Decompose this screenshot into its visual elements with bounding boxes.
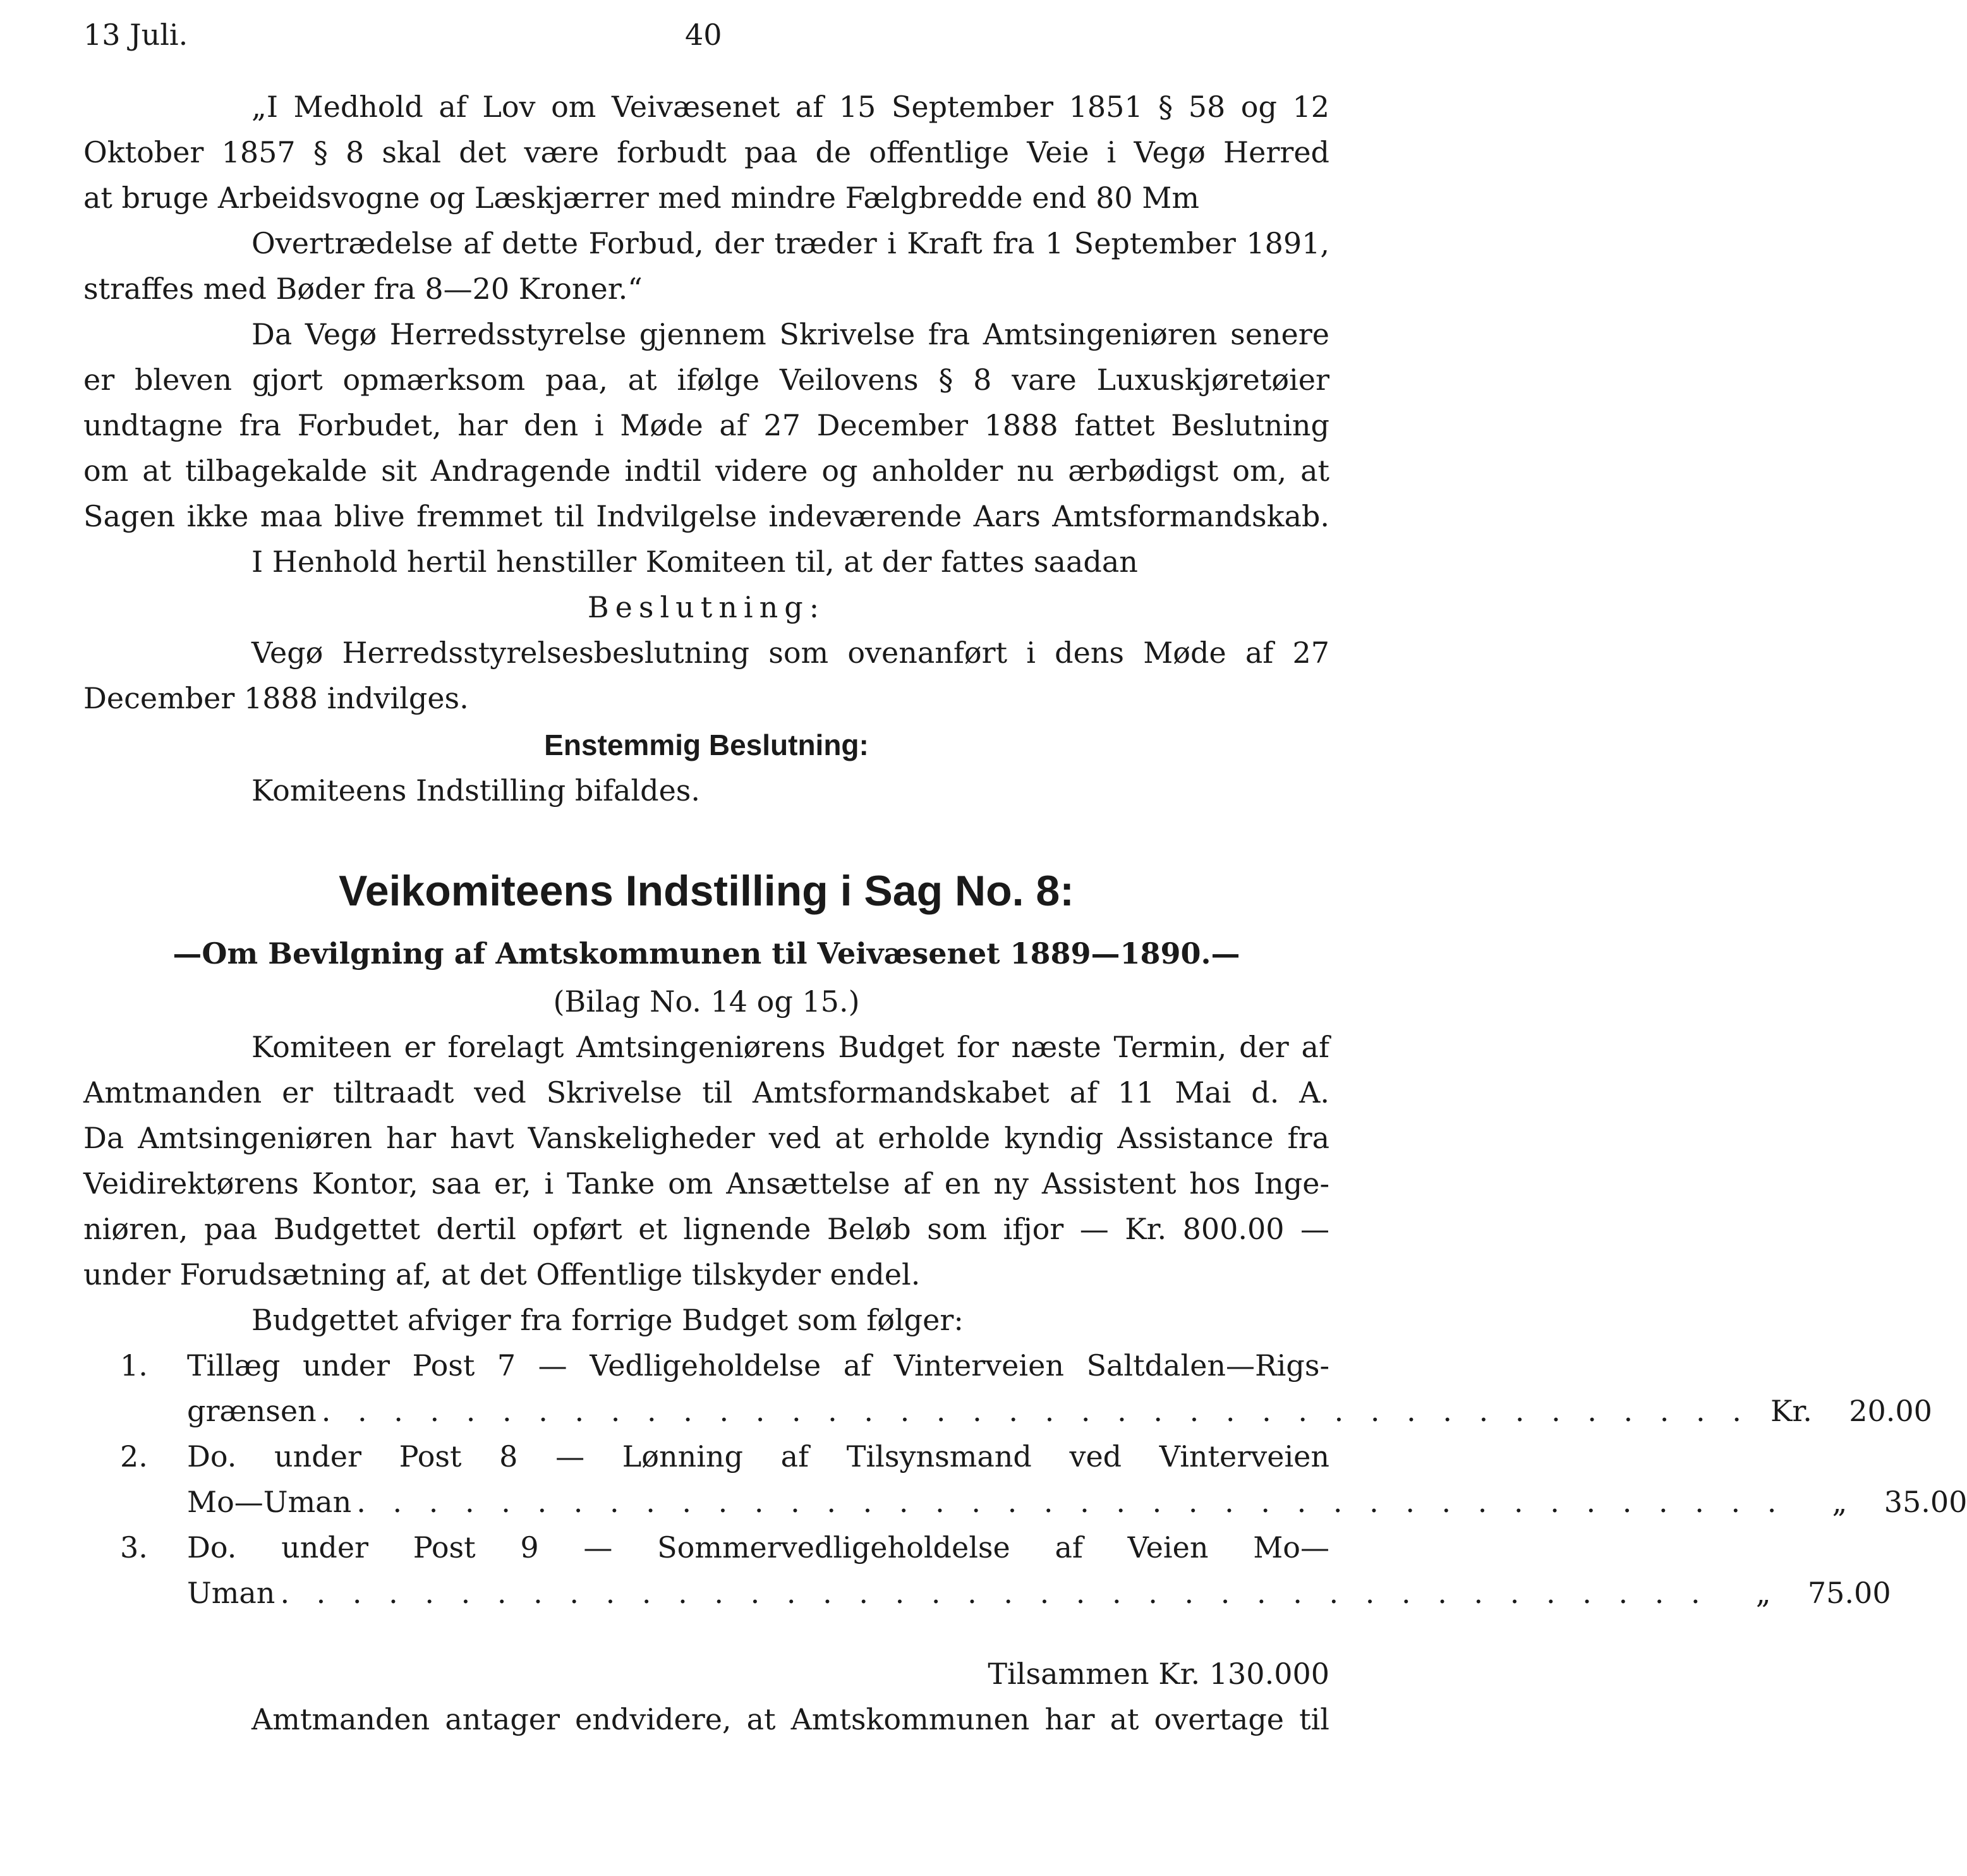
section-subtitle: —Om Bevilgning af Amtskommunen til Veivæsenet 1889—1890.—: [172, 936, 1240, 971]
paragraph-line: Komiteen er forelagt Amtsingeniørens Budget for næste Termin, der af: [251, 1030, 1329, 1064]
paragraph-line: Da Amtsingeniøren har havt Vanskeligheder ved at erholde kyndig Assistance fra: [83, 1121, 1329, 1155]
paragraph-line: niøren, paa Budgettet dertil opført et lignende Beløb som ifjor — Kr. 800.00 —: [83, 1212, 1329, 1246]
item-label: Uman: [187, 1576, 275, 1610]
item-amount: 75.00: [1807, 1576, 1891, 1610]
paragraph-line: Da Vegø Herredsstyrelse gjennem Skrivelse fra Amtsingeniøren senere: [251, 317, 1329, 351]
quote-line: „I Medhold af Lov om Veivæsenet af 15 September 1851 § 58 og 12: [251, 90, 1329, 124]
leader-dots: . . . . . . . . . . . . . . . . . . . . . . . . . . . . . . . . . . . . . . . .: [356, 1485, 1786, 1519]
paragraph-line: er bleven gjort opmærksom paa, at ifølge Veilovens § 8 vare Luxuskjøretøier: [83, 363, 1329, 397]
enstemmig-heading: Enstemmig Beslutning:: [544, 729, 869, 761]
paragraph-line: undtagne fra Forbudet, har den i Møde af 27 December 1888 fattet Beslutning: [83, 408, 1329, 442]
item-line: Do. under Post 8 — Lønning af Tilsynsmand ved Vinterveien: [187, 1439, 1329, 1474]
header-date: 13 Juli.: [83, 18, 188, 52]
item-label: grænsen: [187, 1394, 317, 1428]
bilag-note: (Bilag No. 14 og 15.): [553, 984, 860, 1019]
quote-line: Overtrædelse af dette Forbud, der træder i Kraft fra 1 September 1891,: [251, 226, 1329, 260]
item-line: Do. under Post 9 — Sommervedligeholdelse af Veien Mo—: [187, 1530, 1329, 1564]
paragraph-line: Sagen ikke maa blive fremmet til Indvilgelse indeværende Aars Amtsformandskab.: [83, 499, 1329, 533]
leader-dots: . . . . . . . . . . . . . . . . . . . . . . . . . . . . . . . . . . . . . . . .: [280, 1576, 1709, 1610]
item-currency: „: [1755, 1576, 1771, 1610]
item-number: 1.: [120, 1348, 148, 1383]
bifaldes-line: Komiteens Indstilling bifaldes.: [251, 773, 701, 808]
beslutning-heading: Beslutning:: [587, 590, 826, 624]
page-number: 40: [685, 18, 722, 52]
quote-line: straffes med Bøder fra 8—20 Kroner.“: [83, 272, 643, 306]
paragraph-line: om at tilbagekalde sit Andragende indtil videre og anholder nu ærbødigst om, at: [83, 454, 1329, 488]
paragraph-line: I Henhold hertil henstiller Komiteen til, at der fattes saadan: [251, 545, 1138, 579]
item-number: 2.: [120, 1439, 148, 1474]
quote-line: at bruge Arbeidsvogne og Læskjærrer med mindre Fælgbredde end 80 Mm: [83, 181, 1199, 215]
paragraph-line: Veidirektørens Kontor, saa er, i Tanke om Ansættelse af en ny Assistent hos Inge-: [83, 1166, 1329, 1201]
item-line: Tillæg under Post 7 — Vedligeholdelse af Vinterveien Saltdalen—Rigs-: [187, 1348, 1329, 1383]
item-currency: „: [1832, 1485, 1848, 1519]
item-amount: 35.00: [1884, 1485, 1967, 1519]
item-currency: Kr.: [1770, 1394, 1812, 1428]
item-amount: 20.00: [1849, 1394, 1932, 1428]
section-title: Veikomiteens Indstilling i Sag No. 8:: [339, 867, 1074, 915]
paragraph-line: Budgettet afviger fra forrige Budget som følger:: [251, 1303, 964, 1337]
paragraph-line: Amtmanden antager endvidere, at Amtskommunen har at overtage til: [251, 1702, 1329, 1736]
paragraph-line: under Forudsætning af, at det Offentlige tilskyder endel.: [83, 1257, 921, 1292]
item-amount-row: [187, 1484, 1967, 1520]
resolution-line: December 1888 indvilges.: [83, 681, 469, 715]
paragraph-line: Amtmanden er tiltraadt ved Skrivelse til Amtsformandskabet af 11 Mai d. A.: [83, 1075, 1329, 1110]
item-label: Mo—Uman: [187, 1485, 352, 1519]
item-amount-row: [187, 1393, 1932, 1429]
resolution-line: Vegø Herredsstyrelsesbeslutning som ovenanført i dens Møde af 27: [251, 636, 1329, 670]
quote-line: Oktober 1857 § 8 skal det være forbudt paa de offentlige Veie i Vegø Herred: [83, 135, 1329, 169]
item-amount-row: [187, 1575, 1891, 1611]
item-number: 3.: [120, 1530, 148, 1564]
budget-total: Tilsammen Kr. 130.000: [988, 1657, 1329, 1691]
leader-dots: . . . . . . . . . . . . . . . . . . . . . . . . . . . . . . . . . . . . . . . .: [321, 1394, 1750, 1428]
